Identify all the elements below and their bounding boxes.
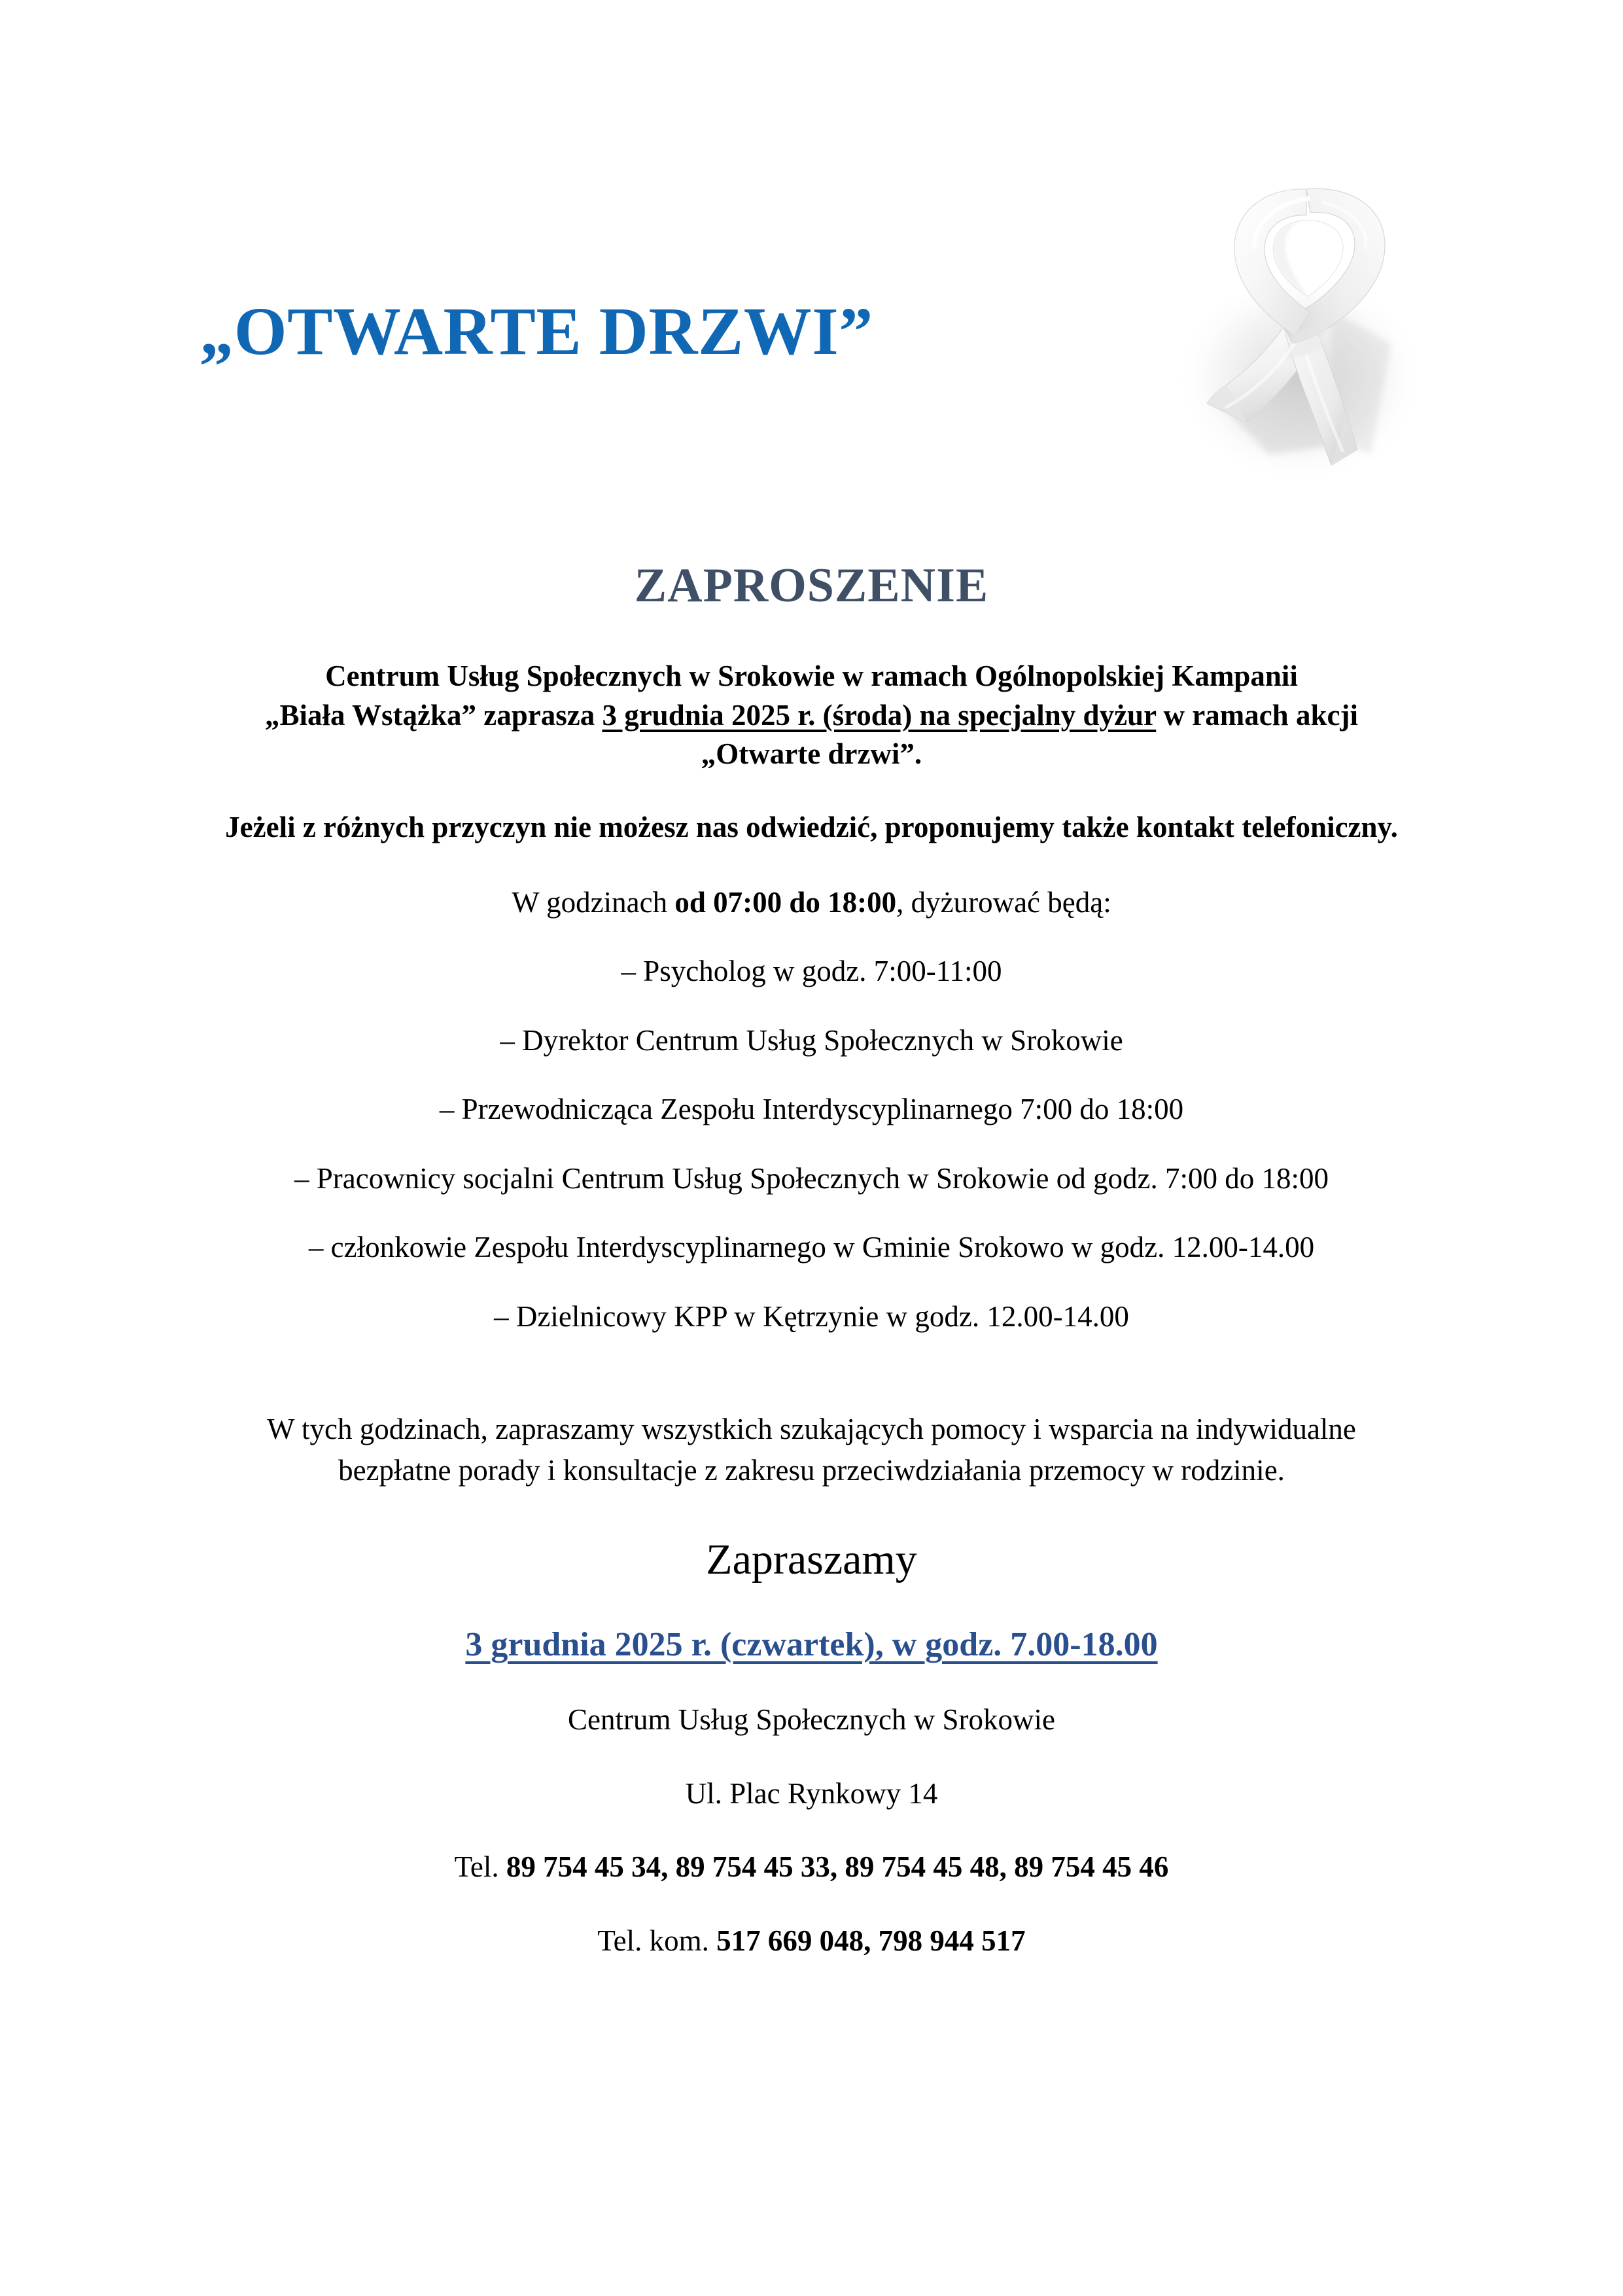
poster-masthead: [0, 0, 1623, 458]
intro-underlined-date: 3 grudnia 2025 r. (środa) na specjalny dyżur: [602, 698, 1157, 732]
footer-address: Ul. Plac Rynkowy 14: [685, 1776, 938, 1810]
footer-organization: Centrum Usług Społecznych w Srokowie: [568, 1703, 1055, 1737]
hours-lead: [190, 883, 1433, 922]
contact-note: Jeżeli z różnych przyczyn nie możesz nas odwiedzić, proponujemy także kontakt telefoniczny.: [225, 810, 1398, 843]
duty-list: [92, 952, 1531, 1335]
event-datetime: [0, 1625, 1623, 1665]
intro-line-1: Centrum Usług Społecznych w Srokowie w ramach Ogólnopolskiej Kampanii: [325, 660, 1298, 693]
list-item: – Przewodnicząca Zespołu Interdyscyplinarnego 7:00 do 18:00: [439, 1093, 1184, 1126]
page-title: „OTWARTE DRZWI”: [200, 294, 873, 369]
section-heading: ZAPROSZENIE: [634, 559, 989, 612]
phone-label: Tel.: [454, 1850, 506, 1884]
list-item: – Dyrektor Centrum Usług Społecznych w Srokowie: [500, 1023, 1123, 1057]
list-item: – członkowie Zespołu Interdyscyplinarnego w Gminie Srokowo w godz. 12.00-14.00: [308, 1231, 1315, 1264]
phone-numbers: 89 754 45 34, 89 754 45 33, 89 754 45 48, 89 754 45 46: [506, 1850, 1169, 1884]
duty-hours-range: od 07:00 do 18:00: [674, 885, 897, 919]
intro-line-2-suffix: w ramach akcji: [1156, 698, 1358, 732]
footer-mobile: [0, 1922, 1623, 1960]
mobile-numbers: 517 669 048, 798 944 517: [716, 1924, 1026, 1957]
invitation-word: Zapraszamy: [706, 1535, 917, 1583]
closing-paragraph: W tych godzinach, zapraszamy wszystkich szukających pomocy i wsparcia na indywidualne bezpłatne porady i konsultacje z zakresu przeciwdziałania przemocy w rodzinie.: [267, 1413, 1356, 1487]
mobile-label: Tel. kom.: [597, 1924, 717, 1957]
event-datetime-text: 3 grudnia 2025 r. (czwartek), w godz. 7.00-18.00: [465, 1625, 1158, 1663]
white-ribbon-icon: [1135, 147, 1475, 487]
intro-paragraph: [197, 657, 1427, 773]
intro-line-2-prefix: „Biała Wstążka” zaprasza: [265, 698, 602, 732]
hours-lead-suffix: , dyżurować będą:: [896, 885, 1111, 919]
intro-line-3: „Otwarte drzwi”.: [701, 737, 922, 771]
hours-lead-prefix: W godzinach: [512, 885, 675, 919]
list-item: – Pracownicy socjalni Centrum Usług Społecznych w Srokowie od godz. 7:00 do 18:00: [294, 1161, 1329, 1195]
poster-body: [0, 458, 1623, 1989]
list-item: – Psycholog w godz. 7:00-11:00: [621, 955, 1002, 988]
footer-phone: [0, 1848, 1623, 1886]
list-item: – Dzielnicowy KPP w Kętrzynie w godz. 12.00-14.00: [494, 1299, 1129, 1333]
